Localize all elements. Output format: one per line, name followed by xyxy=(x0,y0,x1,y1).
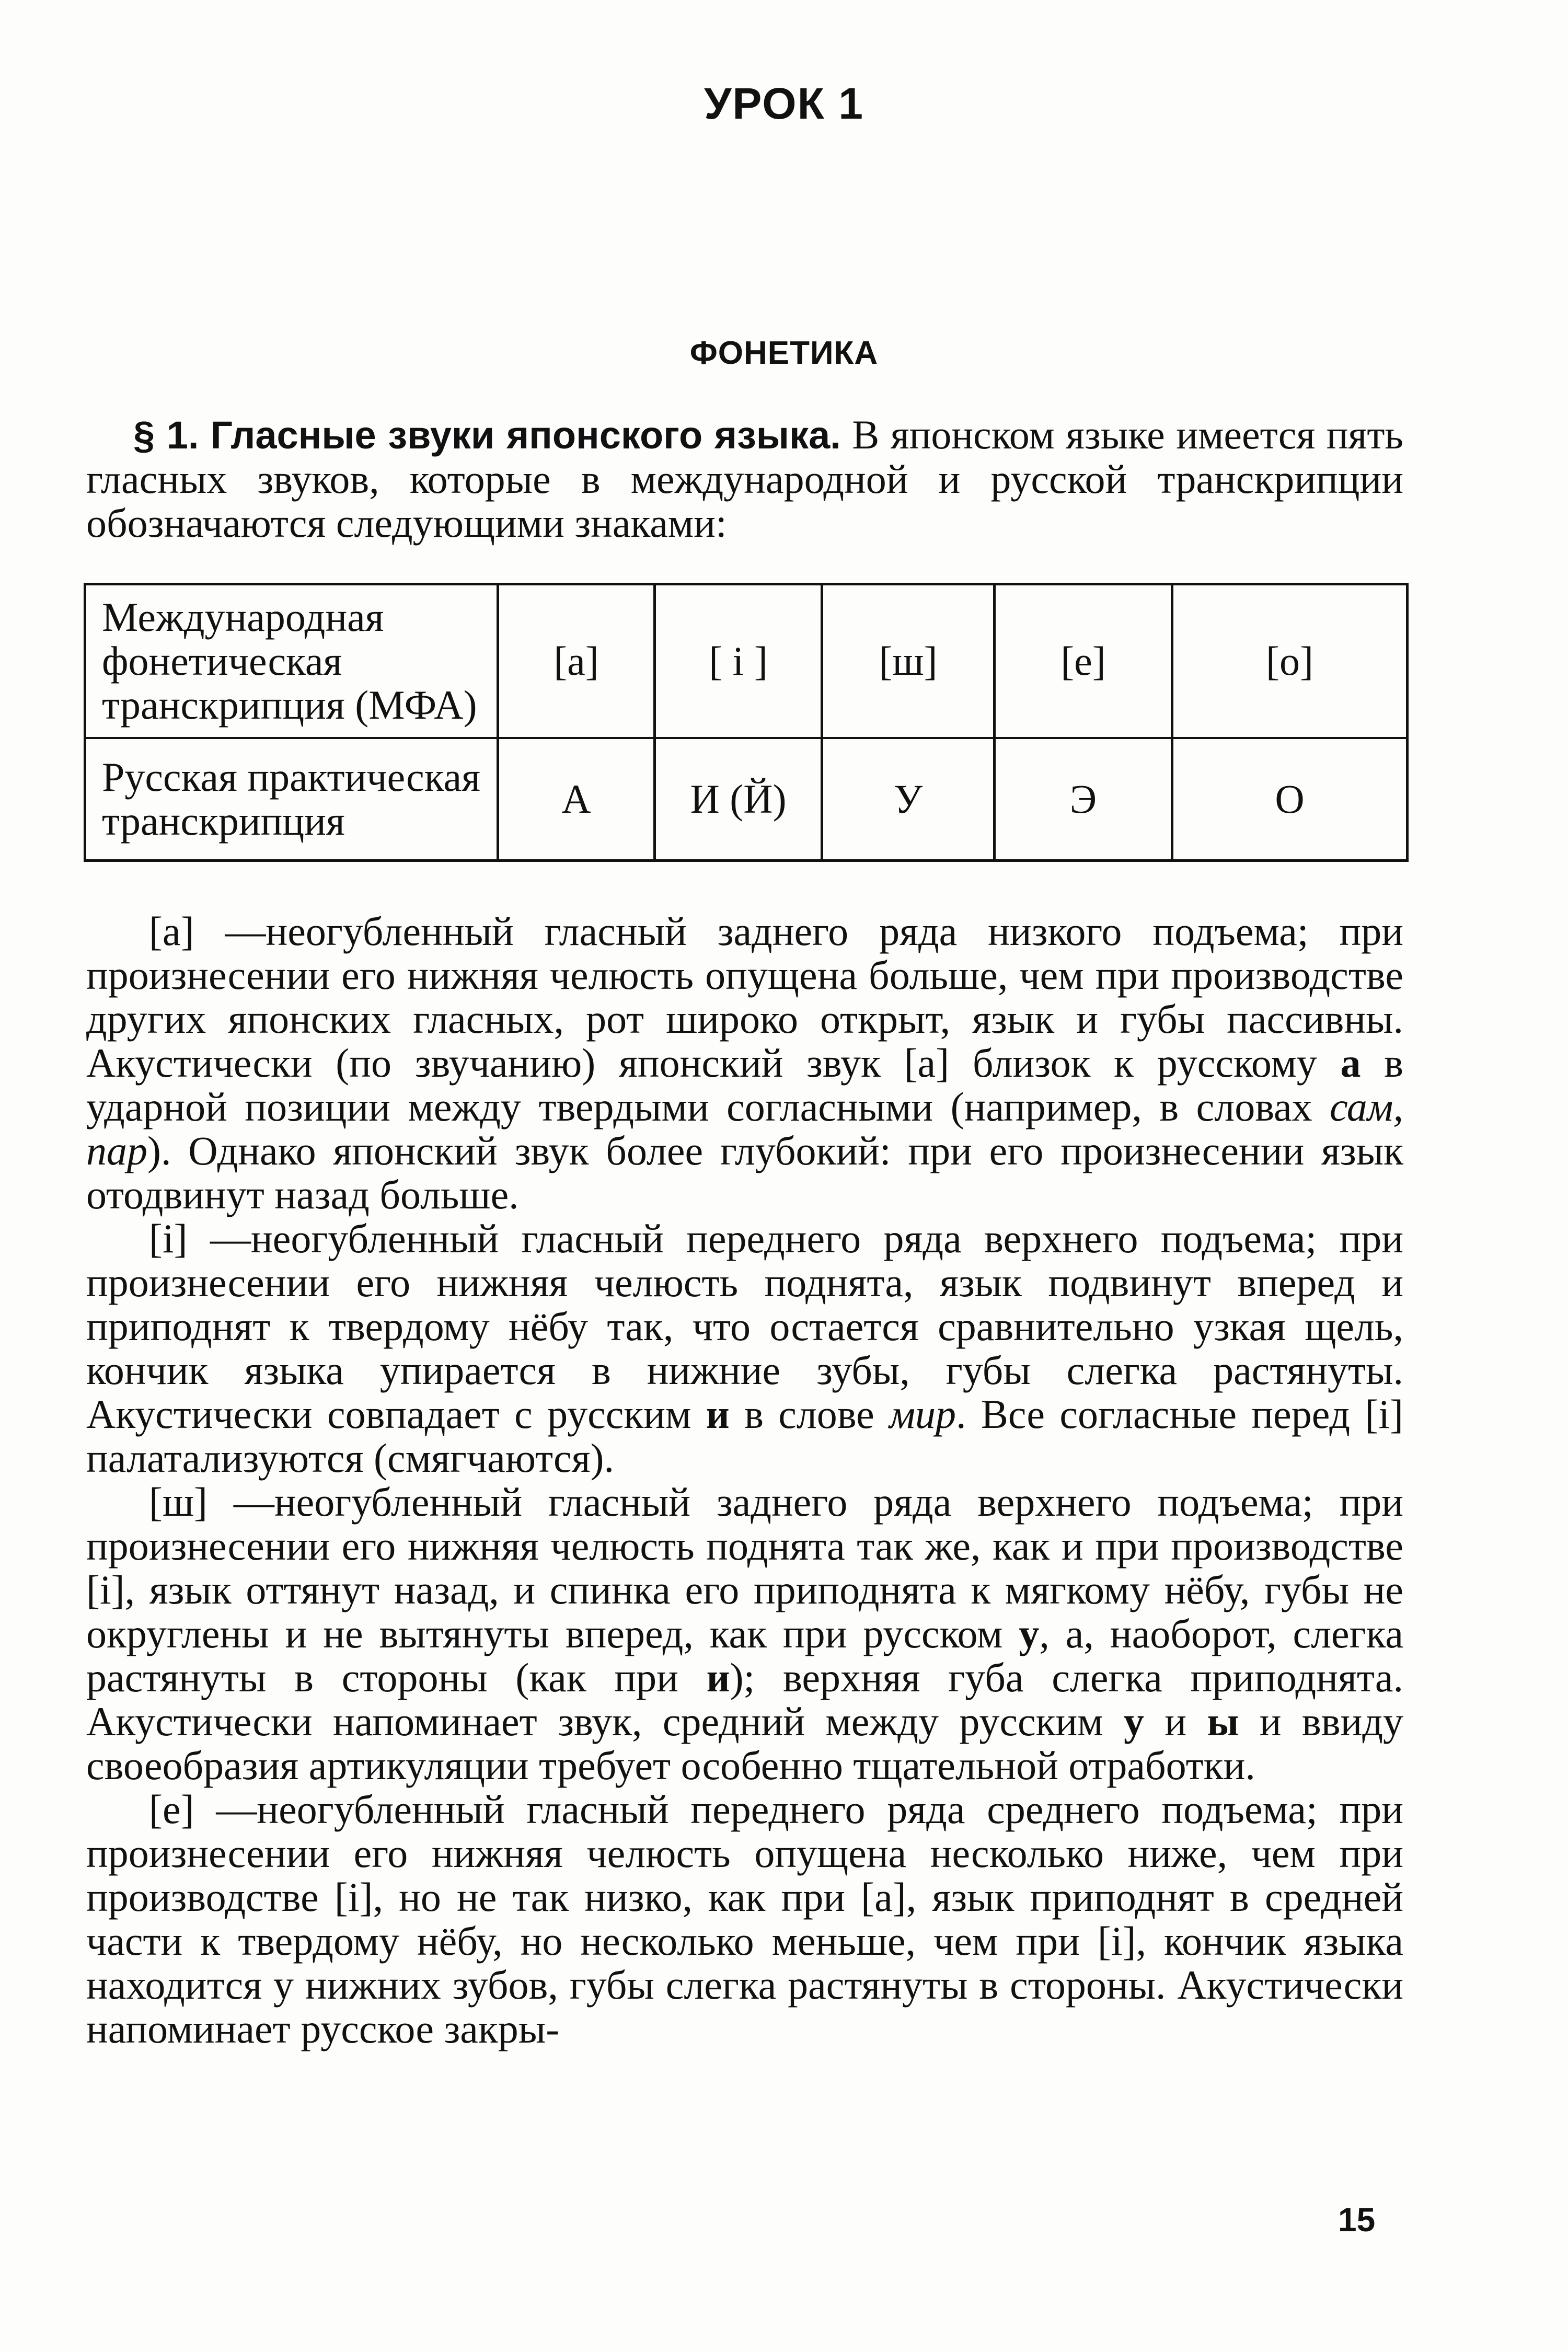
text-run: ); верхняя губа слегка приподнята. Акустически напоминает звук, средний между русским xyxy=(86,1655,1403,1744)
text-run: ). Однако японский звук более глубокий: при его произнесении язык отодвинут назад больше. xyxy=(86,1128,1403,1217)
italic-example: сам, пар xyxy=(86,1084,1403,1173)
vowel-descriptions xyxy=(86,909,1403,2051)
text-run: [e] —неогубленный гласный переднего ряда среднего подъема; при произнесении его нижняя челюсть опущена несколько ниже, чем при производстве [i], но не так низко, как при [a], язык приподнят в средней части к твердому нёбу, но несколько меньше, чем при [i], кончик языка находится у нижних зубов, губы слегка растянуты в стороны. Акустически напоминает русское закры- xyxy=(86,1786,1403,2051)
paragraph-vowel-e xyxy=(86,1788,1403,2051)
rus-cell-a: А xyxy=(498,738,655,861)
row-label-russian: Русская практическая транскрипция xyxy=(85,738,498,861)
ipa-cell-u: [ш] xyxy=(822,584,995,739)
bold-letter: и xyxy=(706,1391,730,1437)
bold-letter: у xyxy=(1019,1611,1040,1656)
text-run: в ударной позиции между твердыми согласными (например, в словах xyxy=(86,1040,1403,1129)
row-label-ipa: Международная фонетическая транскрипция (МФА) xyxy=(85,584,498,739)
bold-letter: и xyxy=(706,1655,730,1700)
rus-cell-i: И (Й) xyxy=(655,738,822,861)
text-run: в слове xyxy=(729,1391,890,1437)
table-row-russian xyxy=(85,738,1408,861)
transcription-table-wrap xyxy=(84,583,1406,862)
rus-cell-u: У xyxy=(822,738,995,861)
text-run: [a] —неогубленный гласный заднего ряда низкого подъема; при произнесении его нижняя челюсть опущена больше, чем при производстве других японских гласных, рот широко открыт, язык и губы пассивны. Акустически (по звучанию) японский звук [a] близок к русскому xyxy=(86,908,1403,1086)
ipa-cell-a: [a] xyxy=(498,584,655,739)
rus-cell-e: Э xyxy=(995,738,1172,861)
italic-example: мир xyxy=(889,1391,956,1437)
bold-letter: у xyxy=(1123,1699,1144,1744)
text-run: [i] —неогубленный гласный переднего ряда верхнего подъема; при произнесении его нижняя челюсть поднята, язык подвинут вперед и приподнят к твердому нёбу так, что остается сравнительно узкая щель, кончик языка упирается в нижние зубы, губы слегка растянуты. Акустически совпадает с русским xyxy=(86,1216,1403,1437)
intro-paragraph xyxy=(86,413,1403,545)
ipa-cell-i: [ i ] xyxy=(655,584,822,739)
paragraph-vowel-u xyxy=(86,1480,1403,1788)
ipa-cell-e: [e] xyxy=(995,584,1172,739)
text-run: . Все согласные перед [i] палатализуются (смягчаются). xyxy=(86,1391,1404,1481)
intro-text: В японском языке имеется пять гласных звуков, которые в международной и русской транскрипции обозначаются следующими знаками: xyxy=(86,412,1404,546)
ipa-cell-o: [o] xyxy=(1172,584,1408,739)
rus-cell-o: О xyxy=(1172,738,1408,861)
text-run: , а, наоборот, слегка растянуты в стороны (как при xyxy=(86,1611,1403,1700)
text-run: и xyxy=(1144,1699,1207,1744)
section-title: ФОНЕТИКА xyxy=(689,335,879,371)
text-run: [ш] —неогубленный гласный заднего ряда верхнего подъема; при произнесении его нижняя челюсть поднята так же, как и при производстве [i], язык оттянут назад, и спинка его приподнята к мягкому нёбу, губы не округлены и не вытянуты вперед, как при русском xyxy=(86,1479,1403,1656)
paragraph-vowel-i xyxy=(86,1217,1403,1480)
lesson-title: УРОК 1 xyxy=(704,79,864,128)
paragraph-vowel-a xyxy=(86,909,1403,1217)
transcription-table xyxy=(84,583,1409,862)
page-number: 15 xyxy=(1338,2201,1376,2239)
bold-letter: а xyxy=(1340,1040,1361,1086)
paragraph-heading: § 1. Гласные звуки японского языка. xyxy=(133,413,841,457)
text-run: и ввиду своеобразия артикуляции требует особенно тщательной отработки. xyxy=(86,1699,1404,1788)
bold-letter: ы xyxy=(1207,1699,1239,1744)
table-row-ipa xyxy=(85,584,1408,739)
